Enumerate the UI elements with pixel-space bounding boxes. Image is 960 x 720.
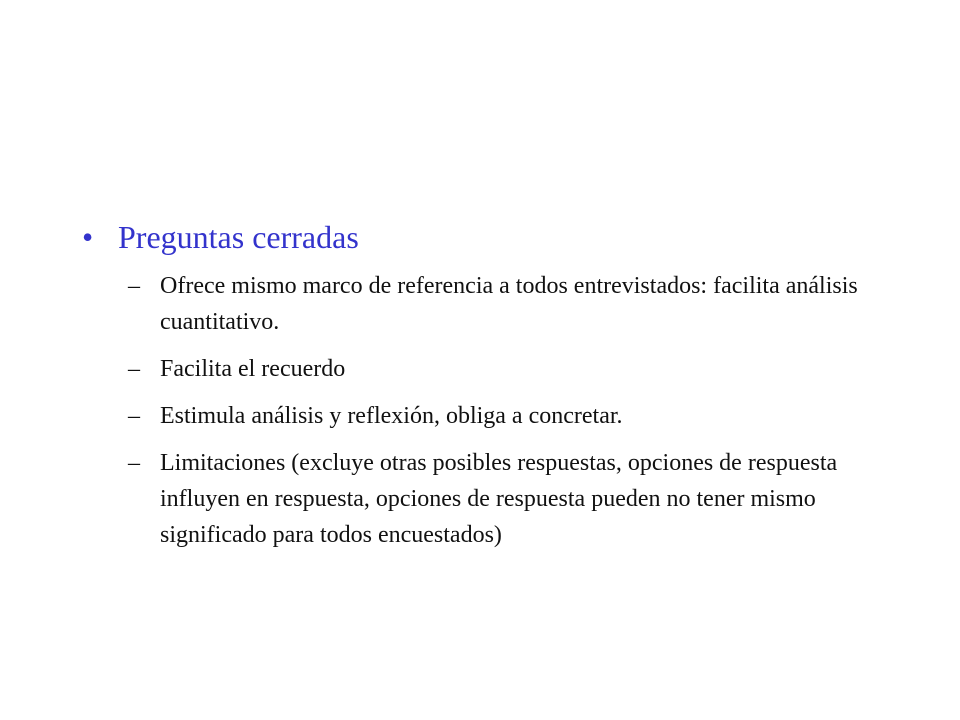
- dash-icon: –: [128, 273, 140, 299]
- sub-bullet-item: [128, 351, 868, 387]
- dash-icon: –: [128, 450, 140, 476]
- bullet-heading: Preguntas cerradas: [118, 219, 359, 255]
- sub-bullet-text: Limitaciones (excluye otras posibles respuestas, opciones de respuesta influyen en respuesta, opciones de respuesta pueden no tener mismo significado para todos encuestados): [160, 450, 838, 548]
- sub-bullet-list: [128, 268, 868, 564]
- sub-bullet-text: Ofrece mismo marco de referencia a todos entrevistados: facilita análisis cuantitativo.: [160, 273, 858, 335]
- dash-icon: –: [128, 356, 140, 382]
- dash-icon: –: [128, 403, 140, 429]
- sub-bullet-item: [128, 268, 868, 340]
- bullet-dot-icon: •: [82, 219, 94, 255]
- sub-bullet-text: Facilita el recuerdo: [160, 356, 346, 382]
- main-bullet: [82, 217, 882, 257]
- sub-bullet-item: [128, 445, 868, 553]
- sub-bullet-text: Estimula análisis y reflexión, obliga a concretar.: [160, 403, 623, 429]
- sub-bullet-item: [128, 398, 868, 434]
